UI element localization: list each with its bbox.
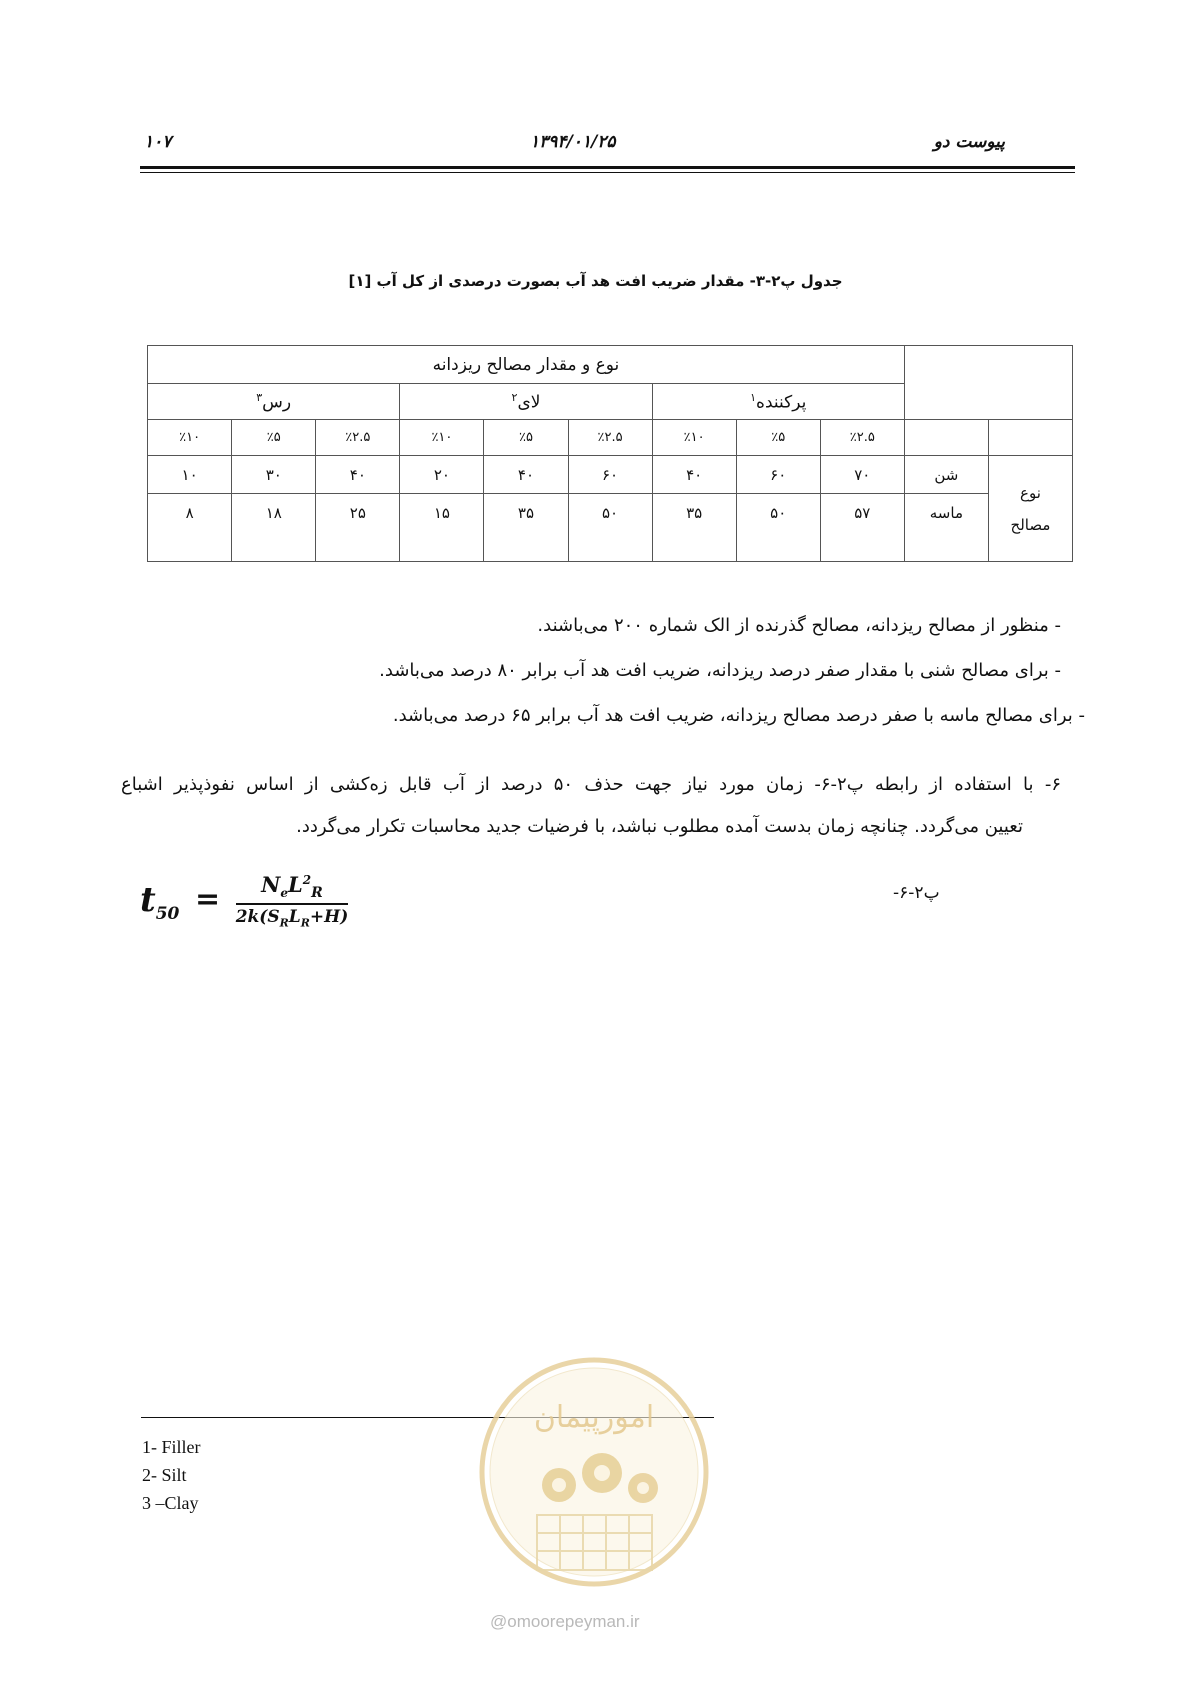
table-cell: ۶۰ [568,456,652,494]
stamp-text: امورپیمان [533,1400,655,1435]
note-line: - برای مصالح ماسه با صفر درصد مصالح ریزدانه، ضریب افت هد آب برابر ۶۵ درصد می‌باشد. [392,705,1085,726]
table-cell: ۸ [148,494,232,562]
table-group-title: نوع و مقدار مصالح ریزدانه [148,346,905,384]
table-cell: ۲۵ [316,494,400,562]
group-label: رس [262,392,292,413]
formula-label: پ۲-۶- [893,883,940,903]
table-corner-empty [904,346,1072,420]
table-group-clay [148,384,400,420]
percent-header: ٪۵ [484,420,568,456]
table-blank-cell [904,420,988,456]
table-cell: ۱۸ [232,494,316,562]
percent-header: ٪۲.۵ [820,420,904,456]
table-group-silt [400,384,652,420]
table-cell: ۵۰ [568,494,652,562]
table-cell: ۱۵ [400,494,484,562]
table-cell: ۴۰ [652,456,736,494]
watermark-site: @omoorepeyman.ir [490,1612,640,1631]
header-rule-thin [140,172,1075,173]
table-cell: ۳۵ [652,494,736,562]
percent-header: ٪۱۰ [652,420,736,456]
footnote-item: 3 –Clay [142,1493,199,1513]
table-row [148,494,1073,562]
formula-denominator: $2k(S_RL_R+H)$ [235,907,349,930]
formula-numerator: $N_eL^2_R$ [236,872,349,905]
table-cell: ۵۷ [820,494,904,562]
group-label: پرکننده [756,392,807,413]
at-icon: @ [490,1612,508,1631]
table-cell: ۳۰ [232,456,316,494]
percent-header: ٪۵ [736,420,820,456]
table-cell: ۶۰ [736,456,820,494]
footnote-item: 1- Filler [142,1437,201,1457]
footnote-item: 2- Silt [142,1465,187,1485]
material-name: ماسه [904,494,988,562]
formula-lhs: $t_{50}$ [140,880,180,925]
percent-header: ٪۲.۵ [316,420,400,456]
group-label: لای [517,392,541,413]
row-group-label [988,456,1072,562]
percent-header: ٪۱۰ [400,420,484,456]
header-page-number: ۱۰۷ [144,132,172,152]
table-row [148,456,1073,494]
note-line: - منظور از مصالح ریزدانه، مصالح گذرنده از الک شماره ۲۰۰ می‌باشند. [537,615,1061,636]
table-cell: ۵۰ [736,494,820,562]
material-name: شن [904,456,988,494]
table-group-filler [652,384,904,420]
table-cell: ۷۰ [820,456,904,494]
table-cell: ۱۰ [148,456,232,494]
row-group-label-line2: مصالح [1010,515,1051,534]
table-cell: ۲۰ [400,456,484,494]
formula-t50 [140,872,348,930]
formula-fraction [236,872,349,930]
header-section-title: پیوست دو [933,132,1005,152]
watermark-stamp [477,1355,712,1590]
step6-line2: تعیین می‌گردد. چنانچه زمان بدست آمده مطلوب نباشد، با فرضیات جدید محاسبات تکرار می‌گردد. [296,816,1023,837]
note-line: - برای مصالح شنی با مقدار صفر درصد ریزدانه، ضریب افت هد آب برابر ۸۰ درصد می‌باشد. [379,660,1061,681]
header-rule-thick [140,166,1075,169]
footnote-ref: ۱ [750,390,757,404]
table-cell: ۴۰ [484,456,568,494]
formula-equals: = [194,882,221,918]
row-group-label-line1: نوع [1020,483,1041,502]
percent-header: ٪۲.۵ [568,420,652,456]
table-blank-cell [988,420,1072,456]
head-loss-table [147,345,1073,562]
table-cell: ۴۰ [316,456,400,494]
table-cell: ۳۵ [484,494,568,562]
percent-header: ٪۱۰ [148,420,232,456]
formula-lhs-sub: 50 [155,904,180,925]
percent-header: ٪۵ [232,420,316,456]
table-caption: جدول پ۲-۳- مقدار ضریب افت هد آب بصورت درصدی از کل آب [۱] [348,272,843,290]
step6-line1: ۶- با استفاده از رابطه پ۲-۶- زمان مورد نیاز جهت حذف ۵۰ درصد از آب قابل زه‌کشی از اساس نفوذپذیر اشباع [121,774,1061,795]
footnote-ref: ۳ [256,390,263,404]
footnote-ref: ۲ [511,390,518,404]
header-date: ۱۳۹۴/۰۱/۲۵ [530,132,616,152]
